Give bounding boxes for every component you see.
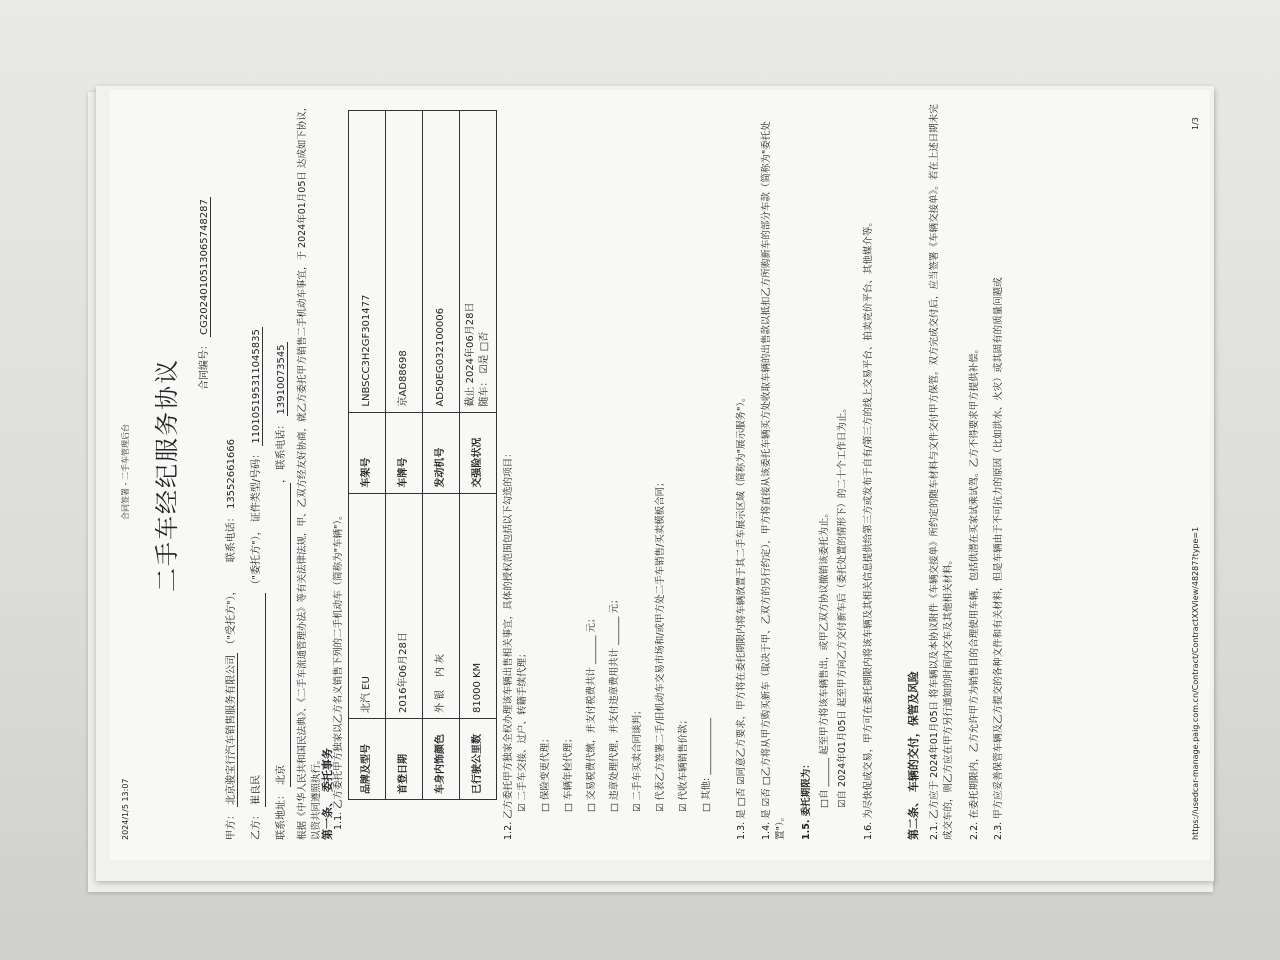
contract-page [110, 90, 1210, 860]
address-line: 联系地址： 北京， 联系电话： 13910073545 [275, 342, 291, 840]
page-content [110, 90, 1210, 860]
print-date: 2024/1/5 13:07 [121, 778, 130, 840]
authorization-list [516, 72, 723, 812]
list-item: ☑ 二手车交接、过户、转籍手续代理； [517, 648, 528, 812]
table-row: 已行驶公里数 81000 KM 交强险状况 截止 2024年06月28日 随车： ☑是 □否 [460, 111, 497, 800]
clause-1-5b: ☑自 2024年01月05日 起至甲方向乙方交付新车后（委托处置的情形下）的二十个工作日为止。 [837, 403, 848, 808]
list-item: □ 保险变更代理； [540, 733, 551, 812]
list-item: □ 车辆年检代理； [563, 733, 574, 812]
list-item: □ 违章处理代理，并支付违章费用共计 ______ 元； [609, 594, 620, 812]
list-item: □ 交易税费代缴，并支付税费共计 ______ 元； [586, 613, 597, 812]
table-row: 品牌及型号 北汽 EU 车架号 LNBSCC3H2GF301477 [349, 111, 386, 800]
party-b: 乙方： 崔良民 （"委托方"）， 证件类型/号码： 110105195311045835 [250, 327, 266, 840]
contract-number: 合同编号： CG2024010513065748287 [199, 199, 210, 390]
footer-page-number: 1/3 [1191, 117, 1200, 130]
clause-1-1: 1.1. 乙方委托甲方独家以乙方名义销售下列的二手机动车（简称为"车辆"）。 [333, 510, 344, 830]
section-2-heading: 第二条、 车辆的交付，保管及风险 [907, 671, 920, 840]
clause-2-3: 2.3. 甲方应妥善保管车辆及乙方提交的各种文件和有关材料，但是车辆由于不可抗力的原因（比如洪水、火灾）或其固有的质量问题或 [993, 277, 1004, 840]
list-item: □ 其他: ____________ [701, 717, 712, 812]
clause-1-3: 1.3. 是 □否 ☑同意乙方要求，甲方将在委托期限内将车辆放置于其二手车展示区域（简称为"展示服务"）。 [736, 392, 747, 840]
list-item: ☑ 代表乙方签署二手/旧机动车交易市场和/或甲方处二手车销售/买卖模板合同； [655, 477, 666, 812]
clause-2-2: 2.2. 在委托期限内，乙方允许甲方为销售目的合理使用车辆，包括供潜在买家试乘试驾。乙方不得要求甲方提供补偿。 [969, 343, 980, 840]
section-1-heading: 第一条、 委托事务 [321, 748, 334, 840]
clause-1-4: 1.4. 是 ☑否 □乙方将从甲方购买新车（取决于甲、乙双方的另行约定），甲方将直接从该委托车辆买方处收取车辆的出售款以抵扣乙方所购新车的部分车款（简称为"委托处置"）。 [761, 121, 786, 840]
party-a: 甲方： 北京骏宝行汽车销售服务有限公司 （"受托方"）， 联系电话： 13552661666 [226, 439, 237, 840]
table-row: 车身内饰颜色 外 银 内 灰 发动机号 AD50EG032100006 [423, 111, 460, 800]
clause-1-5: 1.5. 委托期限为： [801, 759, 812, 840]
list-item: ☑ 代收车辆销售价款； [678, 714, 689, 812]
page-title: 二手车经纪服务协议 [153, 358, 181, 592]
clause-1-6: 1.6. 为尽快促成交易，甲方可在委托期限内将该车辆及其相关信息提供给第三方或发布于自有/第三方的线上交易平台、拍卖竞价平台、其他媒介等。 [863, 217, 874, 840]
footer-url: https://usedcar-manage.paig.com.cn/Contract/ContractXXView/48287?type=1 [1191, 526, 1200, 840]
print-system: 合同签署 - 二手车管理后台 [121, 424, 130, 520]
clause-2-1: 2.1. 乙方应于 2024年01月05日 将车辆以及本协议附件《车辆交接单》所约定的随车材料与文件交付甲方保管。双方完成交付后，应当签署《车辆交接单》。若在上述日期未完成交车的，则乙方应在甲方另行通知的时间内交车及其他相关材料。 [929, 104, 954, 840]
clause-1-5a: □自 ______ 起至甲方将该车辆售出，或甲乙双方协议撤销该委托为止。 [819, 507, 830, 808]
table-row: 首登日期 2016年06月28日 车牌号 京AD88698 [386, 111, 423, 800]
clause-1-2: 1.2. 乙方委托甲方独家全权办理该车辆出售相关事宜，具体的授权范围包括以下勾选的项目： [503, 448, 514, 840]
preamble: 根据《中华人民共和国民法典》、《二手车流通管理办法》等有关法律法规，甲、乙双方经友好协商，就乙方委托甲方销售二手机动车事宜，于 2024年01月05日 达成如下协议，以资共同遵照执行。 [297, 101, 322, 840]
vehicle-table [348, 110, 497, 800]
list-item: ☑ 二手车买卖合同谈判； [632, 705, 643, 812]
